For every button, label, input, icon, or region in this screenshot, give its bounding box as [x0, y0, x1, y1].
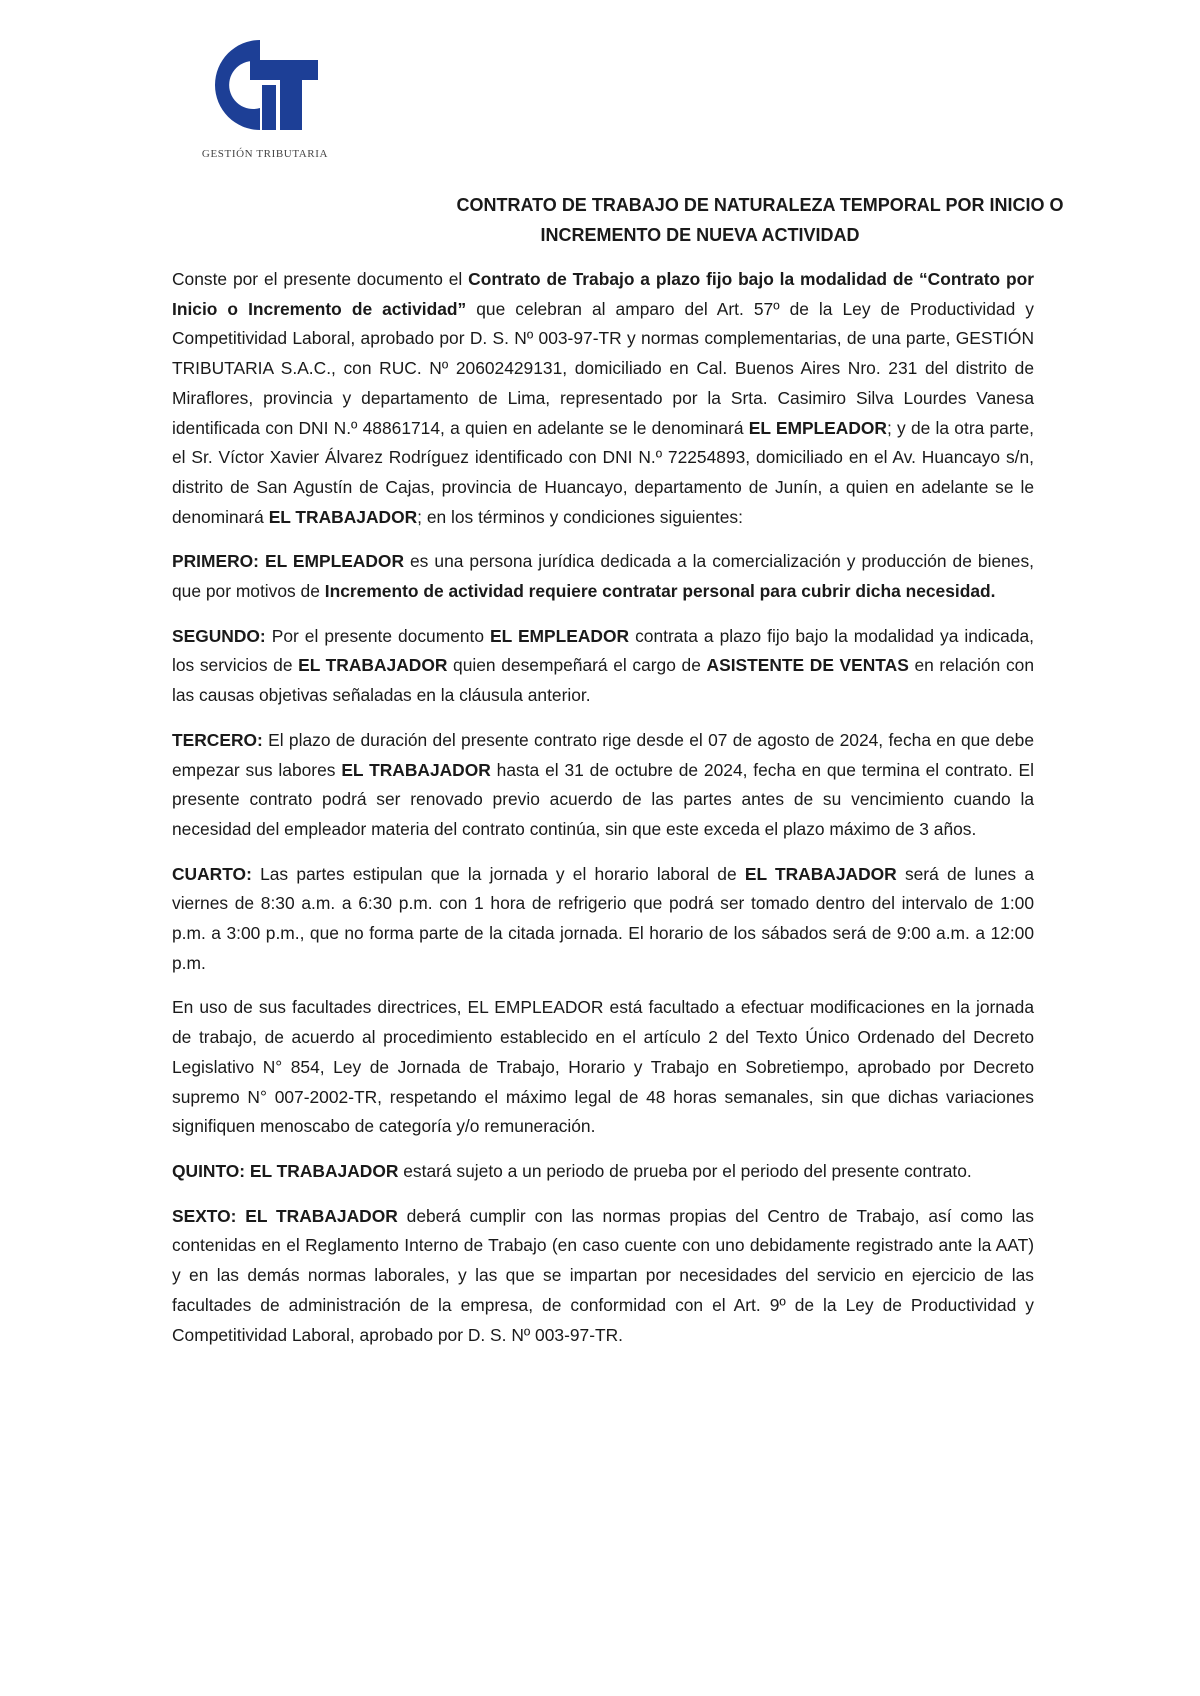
- clause-segundo: SEGUNDO: Por el presente documento EL EMPLEADOR contrata a plazo fijo bajo la modalidad ya indicada, los servicios de EL TRABAJADOR quien desempeñará el cargo de ASISTENTE DE VENTAS en relación con las causas objetivas señaladas en la cláusula anterior.: [172, 625, 1035, 706]
- gestion-tributaria-logo-icon: [202, 30, 322, 145]
- title-line-1: CONTRATO DE TRABAJO DE NATURALEZA TEMPORAL POR INICIO O: [456, 195, 1064, 215]
- clause-tercero: TERCERO: El plazo de duración del presente contrato rige desde el 07 de agosto de 2024, fecha en que debe empezar sus labores EL TRABAJADOR hasta el 31 de octubre de 2024, fecha en que termina el contrato. El presente contrato podrá ser renovado previo acuerdo de las partes antes de su vencimiento cuando la necesidad del empleador materia del contrato continúa, sin que este exceda el plazo máximo de 3 años.: [172, 729, 1034, 839]
- clause-cuarto: CUARTO: Las partes estipulan que la jornada y el horario laboral de EL TRABAJADOR será de lunes a viernes de 8:30 a.m. a 6:30 p.m. con 1 hora de refrigerio que podrá ser tomado dentro del intervalo de 1:00 p.m. a 3:00 p.m., que no forma parte de la citada jornada. El horario de los sábados será de 9:00 a.m. a 12:00 p.m.: [172, 863, 1034, 973]
- contract-body: [172, 265, 1034, 1365]
- intro-paragraph: Conste por el presente documento el Contrato de Trabajo a plazo fijo bajo la modalidad de “Contrato por Inicio o Incremento de actividad” que celebran al amparo del Art. 57º de la Ley de Productividad y Competitividad Laboral, aprobado por D. S. Nº 003-97-TR y normas complementarias, de una parte, GESTIÓN TRIBUTARIA S.A.C., con RUC. Nº 20602429131, domiciliado en Cal. Buenos Aires Nro. 231 del distrito de Miraflores, provincia y departamento de Lima, representado por la Srta. Casimiro Silva Lourdes Vanesa identificada con DNI N.º 48861714, a quien en adelante se le denominará EL EMPLEADOR; y de la otra parte, el Sr. Víctor Xavier Álvarez Rodríguez identificado con DNI N.º 72254893, domiciliado en el Av. Huancayo s/n, distrito de San Agustín de Cajas, provincia de Huancayo, departamento de Junín, a quien en adelante se le denominará EL TRABAJADOR; en los términos y condiciones siguientes:: [172, 269, 1034, 527]
- logo-caption: GESTIÓN TRIBUTARIA: [201, 148, 329, 160]
- clause-primero: PRIMERO: EL EMPLEADOR es una persona jurídica dedicada a la comercialización y producción de bienes, que por motivos de Incremento de actividad requiere contratar personal para cubrir dicha necesidad.: [172, 551, 1034, 602]
- clause-sexto: SEXTO: EL TRABAJADOR deberá cumplir con las normas propias del Centro de Trabajo, así como las contenidas en el Reglamento Interno de Trabajo (en caso cuente con uno debidamente registrado ante la AAT) y en las demás normas laborales, y las que se impartan por necesidades del servicio en ejercicio de las facultades de administración de la empresa, de conformidad con el Art. 9º de la Ley de Productividad y Competitividad Laboral, aprobado por D. S. Nº 003-97-TR.: [172, 1205, 1035, 1345]
- document-title: [300, 190, 1100, 250]
- title-line-2: INCREMENTO DE NUEVA ACTIVIDAD: [540, 225, 860, 245]
- clause-quinto: QUINTO: EL TRABAJADOR estará sujeto a un periodo de prueba por el periodo del presente contrato.: [172, 1160, 972, 1181]
- company-logo: [180, 30, 350, 170]
- clause-cuarto-facultades: En uso de sus facultades directrices, EL EMPLEADOR está facultado a efectuar modificaciones en la jornada de trabajo, de acuerdo al procedimiento establecido en el artículo 2 del Texto Único Ordenado del Decreto Legislativo N° 854, Ley de Jornada de Trabajo, Horario y Trabajo en Sobretiempo, aprobado por Decreto supremo N° 007-2002-TR, respetando el máximo legal de 48 horas semanales, sin que dichas variaciones signifiquen menoscabo de categoría y/o remuneración.: [172, 997, 1034, 1137]
